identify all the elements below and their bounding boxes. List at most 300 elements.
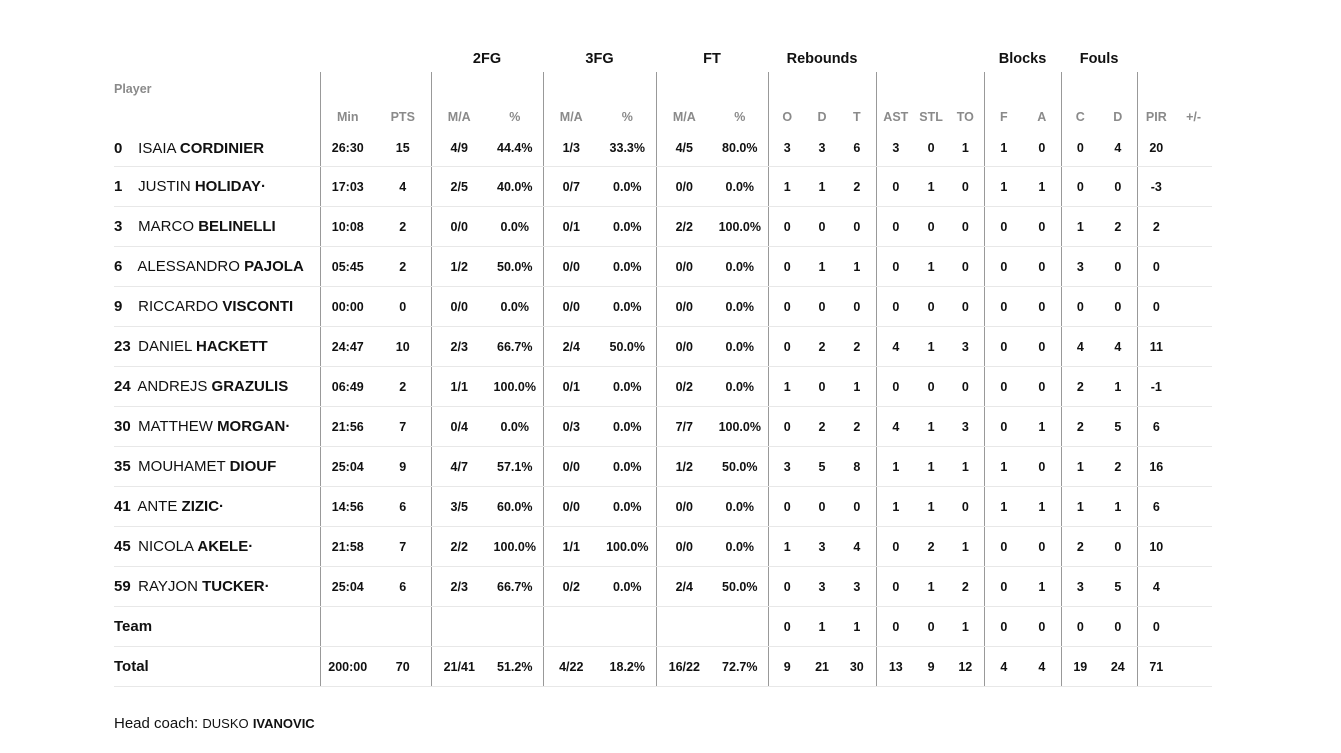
- stat--: 0.0%: [712, 367, 768, 407]
- stat-min: 24:47: [320, 327, 375, 367]
- stat-stl: 9: [915, 647, 947, 687]
- column-header[interactable]: %: [509, 110, 521, 124]
- stat-pts: 2: [375, 247, 431, 287]
- stat-pir: 6: [1137, 407, 1175, 447]
- stat--: 0.0%: [487, 207, 543, 247]
- stat--: 0.0%: [599, 407, 656, 447]
- player-last-name: MORGAN·: [217, 418, 291, 435]
- stat-t: 8: [838, 447, 876, 487]
- stat-o: 0: [768, 287, 806, 327]
- stat-a: 1: [1023, 567, 1061, 607]
- stat-m-a: [656, 607, 712, 647]
- player-last-name: TUCKER·: [202, 578, 270, 595]
- stat-to: 0: [947, 487, 984, 527]
- stat-d: 0: [806, 287, 838, 327]
- stat-d: 2: [806, 327, 838, 367]
- column-header[interactable]: M/A: [656, 72, 712, 130]
- stat-f: 1: [984, 447, 1023, 487]
- stat-stl: 0: [915, 367, 947, 407]
- stat--: 0.0%: [599, 367, 656, 407]
- player-first-name: RAYJON: [138, 578, 198, 595]
- stat-pir: 16: [1137, 447, 1175, 487]
- stat-a: 0: [1023, 447, 1061, 487]
- column-header[interactable]: +/-: [1186, 110, 1202, 124]
- player-name[interactable]: [114, 327, 320, 367]
- stat-d: 0: [1099, 287, 1137, 327]
- stat--: 0.0%: [599, 207, 656, 247]
- stat-pir: 10: [1137, 527, 1175, 567]
- stat-t: 1: [838, 367, 876, 407]
- stat-o: 1: [768, 527, 806, 567]
- stat-ast: 1: [876, 487, 915, 527]
- stat-to: 0: [947, 247, 984, 287]
- stat-d: 4: [1099, 327, 1137, 367]
- stat-a: 1: [1023, 167, 1061, 207]
- stat-d: 0: [1099, 527, 1137, 567]
- stat--: 50.0%: [599, 327, 656, 367]
- stat--: 50.0%: [712, 567, 768, 607]
- stat-pir: 4: [1137, 567, 1175, 607]
- stat-c: 0: [1061, 287, 1099, 327]
- stat--: [1175, 527, 1212, 567]
- stat--: 40.0%: [487, 167, 543, 207]
- player-last-name: ZIZIC·: [181, 498, 225, 515]
- column-header[interactable]: T: [852, 110, 861, 124]
- column-header[interactable]: M/A: [543, 72, 599, 130]
- stat-min: 05:45: [320, 247, 375, 287]
- stat--: 0.0%: [712, 247, 768, 287]
- stat-ast: 0: [876, 367, 915, 407]
- player-row: [114, 447, 1212, 487]
- stat-m-a: 0/7: [543, 167, 599, 207]
- stat--: 51.2%: [487, 647, 543, 687]
- stat--: [1175, 647, 1212, 687]
- stat-m-a: 2/2: [656, 207, 712, 247]
- player-number: 59: [114, 578, 131, 595]
- stat--: 0.0%: [599, 487, 656, 527]
- column-header-row: [114, 72, 1212, 130]
- stat-stl: 1: [915, 327, 947, 367]
- stat-ast: 1: [876, 447, 915, 487]
- stat-a: 0: [1023, 367, 1061, 407]
- stat--: 100.0%: [487, 367, 543, 407]
- stat-o: 0: [768, 247, 806, 287]
- column-header[interactable]: PTS: [390, 110, 415, 124]
- stat-d: 0: [806, 487, 838, 527]
- stat-c: 4: [1061, 327, 1099, 367]
- stat-m-a: 0/0: [543, 487, 599, 527]
- stat-stl: 1: [915, 407, 947, 447]
- player-row: [114, 287, 1212, 327]
- stat-m-a: 1/3: [543, 130, 599, 167]
- stat-m-a: 2/3: [431, 567, 487, 607]
- player-first-name: ANDREJS: [137, 378, 208, 395]
- stat--: 0.0%: [599, 447, 656, 487]
- stat-to: 1: [947, 527, 984, 567]
- stat-to: 0: [947, 167, 984, 207]
- stat--: 44.4%: [487, 130, 543, 167]
- stat--: [1175, 567, 1212, 607]
- stat-ast: 0: [876, 287, 915, 327]
- stat-c: 3: [1061, 247, 1099, 287]
- stat--: 0.0%: [487, 287, 543, 327]
- stat-stl: 0: [915, 607, 947, 647]
- stat-f: 0: [984, 607, 1023, 647]
- stat-t: 2: [838, 167, 876, 207]
- stat-f: 1: [984, 487, 1023, 527]
- column-header[interactable]: M/A: [431, 72, 487, 130]
- stat--: [487, 607, 543, 647]
- stat--: [599, 607, 656, 647]
- stat-ast: 13: [876, 647, 915, 687]
- stat-c: 3: [1061, 567, 1099, 607]
- head-coach-first-name: DUSKO: [202, 716, 249, 731]
- stat-t: 4: [838, 527, 876, 567]
- stat--: 50.0%: [487, 247, 543, 287]
- player-number: 24: [114, 378, 131, 395]
- stat-c: 1: [1061, 447, 1099, 487]
- stat-d: 0: [806, 207, 838, 247]
- player-row: [114, 167, 1212, 207]
- stat-f: 0: [984, 247, 1023, 287]
- stat-m-a: [543, 607, 599, 647]
- stat-min: 200:00: [320, 647, 375, 687]
- stat-o: 3: [768, 130, 806, 167]
- stat-m-a: 2/2: [431, 527, 487, 567]
- stat-m-a: 0/0: [543, 287, 599, 327]
- column-header[interactable]: TO: [956, 110, 974, 124]
- stat-min: 17:03: [320, 167, 375, 207]
- stat-min: [320, 607, 375, 647]
- player-first-name: MARCO: [138, 218, 195, 235]
- player-number: 30: [114, 418, 131, 435]
- team-row: [114, 607, 1212, 647]
- group-fouls: Fouls: [1079, 50, 1119, 67]
- player-number: 41: [114, 498, 131, 515]
- stat-t: 30: [838, 647, 876, 687]
- stat-d: 2: [806, 407, 838, 447]
- player-first-name: MATTHEW: [138, 418, 213, 435]
- group-3fg: 3FG: [585, 50, 614, 67]
- stat-d: 1: [806, 247, 838, 287]
- player-name[interactable]: [114, 167, 320, 207]
- stat-pts: 2: [375, 207, 431, 247]
- stat-d: 1: [806, 607, 838, 647]
- stat--: 0.0%: [487, 407, 543, 447]
- stat-t: 1: [838, 607, 876, 647]
- stat-f: 0: [984, 407, 1023, 447]
- player-row: [114, 407, 1212, 447]
- stat--: 100.0%: [599, 527, 656, 567]
- stat--: 0.0%: [599, 247, 656, 287]
- stat-m-a: 1/2: [656, 447, 712, 487]
- stat-d: 5: [1099, 567, 1137, 607]
- stat-m-a: 0/0: [431, 287, 487, 327]
- player-first-name: JUSTIN: [138, 178, 191, 195]
- stat-t: 6: [838, 130, 876, 167]
- stat-f: 0: [984, 567, 1023, 607]
- stat--: 100.0%: [487, 527, 543, 567]
- player-number: 35: [114, 458, 131, 475]
- player-name[interactable]: [114, 367, 320, 407]
- stat-o: 0: [768, 567, 806, 607]
- stat--: 18.2%: [599, 647, 656, 687]
- stat-to: 12: [947, 647, 984, 687]
- column-header[interactable]: O: [768, 72, 806, 130]
- stat-d: 1: [1099, 487, 1137, 527]
- stat-pts: 6: [375, 567, 431, 607]
- stat--: [1175, 327, 1212, 367]
- stat-m-a: 0/0: [543, 247, 599, 287]
- stat-f: 0: [984, 327, 1023, 367]
- player-first-name: MOUHAMET: [138, 458, 226, 475]
- stat-min: 21:56: [320, 407, 375, 447]
- stat--: [1175, 607, 1212, 647]
- player-first-name: NICOLA: [138, 538, 194, 555]
- player-number: 9: [114, 298, 123, 315]
- stat-m-a: 1/1: [431, 367, 487, 407]
- stat-m-a: 1/2: [431, 247, 487, 287]
- column-header[interactable]: AST: [876, 72, 915, 130]
- stat-o: 0: [768, 327, 806, 367]
- stat-d: 0: [806, 367, 838, 407]
- player-name[interactable]: [114, 447, 320, 487]
- stat-o: 9: [768, 647, 806, 687]
- stat--: [1175, 167, 1212, 207]
- stat-o: 1: [768, 367, 806, 407]
- stat--: 0.0%: [599, 167, 656, 207]
- stat-pts: 70: [375, 647, 431, 687]
- stat--: 0.0%: [599, 287, 656, 327]
- stat-f: 0: [984, 207, 1023, 247]
- stat-pir: 0: [1137, 247, 1175, 287]
- player-number: 6: [114, 258, 123, 275]
- stat-m-a: 3/5: [431, 487, 487, 527]
- total-label: Total: [114, 647, 320, 687]
- player-row: [114, 487, 1212, 527]
- stat-c: 2: [1061, 367, 1099, 407]
- box-score-table: [114, 45, 1212, 687]
- stat-t: 3: [838, 567, 876, 607]
- player-last-name: CORDINIER: [179, 139, 265, 157]
- stat-f: 1: [984, 130, 1023, 167]
- stat-f: 0: [984, 287, 1023, 327]
- stat-d: 2: [1099, 207, 1137, 247]
- stat-m-a: 2/4: [543, 327, 599, 367]
- group-2fg: 2FG: [472, 50, 502, 67]
- stat-d: 2: [1099, 447, 1137, 487]
- stat--: 50.0%: [712, 447, 768, 487]
- stat-t: 0: [838, 487, 876, 527]
- player-name[interactable]: [114, 487, 320, 527]
- stat--: 60.0%: [487, 487, 543, 527]
- stat-pts: 7: [375, 527, 431, 567]
- stat-stl: 1: [915, 247, 947, 287]
- stat-o: 0: [768, 407, 806, 447]
- stat-ast: 4: [876, 407, 915, 447]
- stat-pts: 9: [375, 447, 431, 487]
- player-first-name: RICCARDO: [138, 298, 219, 315]
- stat-pir: 11: [1137, 327, 1175, 367]
- stat-ast: 0: [876, 567, 915, 607]
- player-last-name: HOLIDAY·: [194, 178, 266, 195]
- stat--: 100.0%: [712, 207, 768, 247]
- player-name[interactable]: [114, 567, 320, 607]
- stat-d: 24: [1099, 647, 1137, 687]
- column-header[interactable]: Min: [320, 72, 375, 130]
- stat-ast: 3: [876, 130, 915, 167]
- total-row: [114, 647, 1212, 687]
- stat-m-a: 0/0: [656, 527, 712, 567]
- stat-m-a: 4/7: [431, 447, 487, 487]
- stat-to: 3: [947, 407, 984, 447]
- stat-m-a: 4/22: [543, 647, 599, 687]
- stat--: 0.0%: [712, 327, 768, 367]
- stat-c: 2: [1061, 527, 1099, 567]
- stat-m-a: 0/2: [543, 567, 599, 607]
- player-name[interactable]: [114, 207, 320, 247]
- stat-m-a: 21/41: [431, 647, 487, 687]
- stat-f: 1: [984, 167, 1023, 207]
- stat-a: 0: [1023, 287, 1061, 327]
- stat-a: 4: [1023, 647, 1061, 687]
- player-name[interactable]: [114, 130, 320, 167]
- stat-pts: 7: [375, 407, 431, 447]
- stat-pts: 10: [375, 327, 431, 367]
- stat-d: 1: [806, 167, 838, 207]
- stat-pir: 2: [1137, 207, 1175, 247]
- stat-min: 10:08: [320, 207, 375, 247]
- stat-ast: 0: [876, 207, 915, 247]
- player-name[interactable]: [114, 287, 320, 327]
- stat-ast: 0: [876, 527, 915, 567]
- stat-stl: 0: [915, 207, 947, 247]
- player-last-name: PAJOLA: [244, 258, 304, 275]
- column-header[interactable]: F: [984, 72, 1023, 130]
- stat-stl: 2: [915, 527, 947, 567]
- stat-a: 0: [1023, 607, 1061, 647]
- stat-ast: 4: [876, 327, 915, 367]
- stat-f: 0: [984, 527, 1023, 567]
- column-header[interactable]: D: [817, 110, 827, 124]
- stat-t: 0: [838, 287, 876, 327]
- stat-m-a: 0/0: [656, 247, 712, 287]
- player-last-name: DIOUF: [229, 458, 277, 475]
- column-header[interactable]: A: [1037, 110, 1047, 124]
- stat--: 100.0%: [712, 407, 768, 447]
- stat-t: 2: [838, 327, 876, 367]
- stat--: 66.7%: [487, 327, 543, 367]
- group-blocks: Blocks: [998, 50, 1047, 67]
- head-coach-last-name: IVANOVIC: [252, 716, 315, 731]
- stat-to: 1: [947, 130, 984, 167]
- stat--: 0.0%: [712, 167, 768, 207]
- stat-d: 5: [806, 447, 838, 487]
- stat-d: 0: [1099, 247, 1137, 287]
- column-header[interactable]: D: [1113, 110, 1123, 124]
- player-last-name: BELINELLI: [198, 218, 276, 235]
- player-name[interactable]: [114, 247, 320, 287]
- stat--: [1175, 207, 1212, 247]
- stat-o: 0: [768, 607, 806, 647]
- column-header[interactable]: %: [734, 110, 746, 124]
- stat--: 57.1%: [487, 447, 543, 487]
- stat-m-a: 0/0: [656, 327, 712, 367]
- player-row: [114, 207, 1212, 247]
- stat-ast: 0: [876, 167, 915, 207]
- player-number: 0: [114, 139, 123, 157]
- stat--: [1175, 247, 1212, 287]
- stat-c: 1: [1061, 207, 1099, 247]
- column-header[interactable]: C: [1061, 72, 1099, 130]
- stat-pts: 4: [375, 167, 431, 207]
- column-header[interactable]: %: [621, 110, 633, 124]
- player-number: 23: [114, 338, 131, 355]
- stat-o: 3: [768, 447, 806, 487]
- column-header[interactable]: STL: [919, 110, 943, 124]
- stat-pir: 0: [1137, 607, 1175, 647]
- player-name[interactable]: [114, 407, 320, 447]
- stat-pts: 0: [375, 287, 431, 327]
- stat-d: 0: [1099, 607, 1137, 647]
- stat-to: 0: [947, 207, 984, 247]
- player-number: 3: [114, 218, 123, 235]
- stat-t: 1: [838, 247, 876, 287]
- stat-d: 3: [806, 130, 838, 167]
- stat-m-a: 0/0: [431, 207, 487, 247]
- stat-c: 2: [1061, 407, 1099, 447]
- stat-stl: 1: [915, 447, 947, 487]
- stat-pts: 6: [375, 487, 431, 527]
- stat-to: 2: [947, 567, 984, 607]
- stat-min: 25:04: [320, 567, 375, 607]
- player-last-name: HACKETT: [195, 338, 268, 355]
- stat-c: 19: [1061, 647, 1099, 687]
- stat-min: 21:58: [320, 527, 375, 567]
- stat-c: 0: [1061, 607, 1099, 647]
- stat-pir: 0: [1137, 287, 1175, 327]
- player-row: [114, 327, 1212, 367]
- stat-a: 0: [1023, 527, 1061, 567]
- stat-to: 1: [947, 607, 984, 647]
- stat--: 66.7%: [487, 567, 543, 607]
- player-last-name: AKELE·: [197, 538, 254, 555]
- column-header[interactable]: PIR: [1137, 72, 1175, 130]
- player-row: [114, 367, 1212, 407]
- stat-d: 1: [1099, 367, 1137, 407]
- player-number: 1: [114, 178, 123, 195]
- stat-to: 0: [947, 367, 984, 407]
- stat-m-a: 1/1: [543, 527, 599, 567]
- team-label: Team: [114, 607, 320, 647]
- stat-m-a: 2/3: [431, 327, 487, 367]
- column-header-player[interactable]: Player: [114, 82, 152, 96]
- stat-stl: 1: [915, 167, 947, 207]
- stat-m-a: 2/4: [656, 567, 712, 607]
- stat-a: 1: [1023, 407, 1061, 447]
- stat-d: 0: [1099, 167, 1137, 207]
- stat-d: 3: [806, 527, 838, 567]
- stat-a: 1: [1023, 487, 1061, 527]
- stat-min: 14:56: [320, 487, 375, 527]
- stat-min: 25:04: [320, 447, 375, 487]
- stat-c: 0: [1061, 167, 1099, 207]
- player-first-name: DANIEL: [138, 338, 192, 355]
- stat-stl: 1: [915, 487, 947, 527]
- player-name[interactable]: [114, 527, 320, 567]
- stat-min: 06:49: [320, 367, 375, 407]
- stat-pir: 71: [1137, 647, 1175, 687]
